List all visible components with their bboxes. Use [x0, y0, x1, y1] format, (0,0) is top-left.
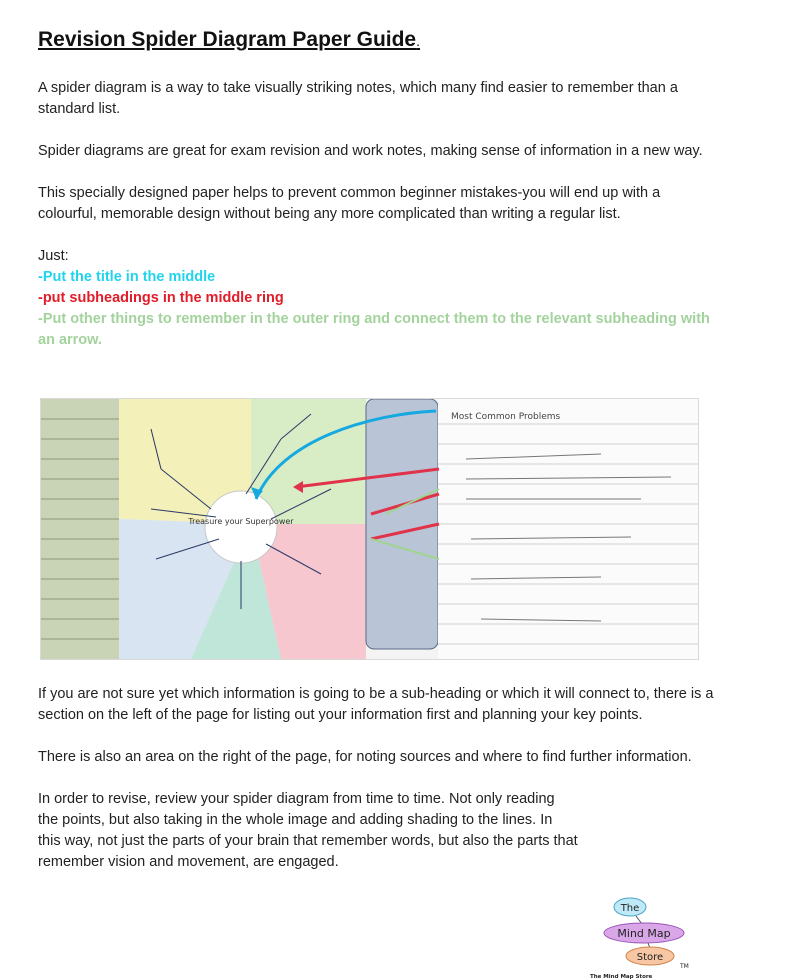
revise-paragraph: In order to revise, review your spider diagram from time to time. Not only reading the points, but also taking in the whole image and adding shading to the lines. In this way, not just the parts of your brain that remember words, but also the parts that remember vision and movement, are engaged.: [38, 791, 578, 870]
logo-store-text: Store: [636, 952, 664, 963]
just-label: Just:: [38, 248, 69, 264]
intro-paragraph-1: A spider diagram is a way to take visually striking notes, which many find easier to remember than a standard list.: [38, 80, 678, 117]
mind-map-store-logo: [586, 896, 706, 980]
intro-paragraph-2: Spider diagrams are great for exam revision and work notes, making sense of information in a new way.: [38, 143, 703, 159]
explanation: [38, 684, 718, 894]
logo-the-text: The: [620, 903, 640, 914]
step-outer-ring: -Put other things to remember in the outer ring and connect them to the relevant subheading with an arrow.: [38, 311, 710, 348]
step-subheadings: -put subheadings in the middle ring: [38, 290, 284, 306]
title-period: .: [416, 33, 421, 49]
page-title: [38, 28, 718, 52]
spider-diagram-illustration: [41, 399, 698, 659]
sources-column: [366, 399, 438, 649]
step-title: -Put the title in the middle: [38, 269, 216, 285]
centre-circle: [205, 491, 277, 563]
planning-column: [41, 399, 119, 659]
document: [38, 28, 718, 351]
title-text: Revision Spider Diagram Paper Guide: [38, 28, 417, 51]
logo-bottom-text: The Mind Map Store: [590, 974, 653, 980]
centre-text: Treasure your Superpower: [188, 517, 294, 526]
sources-paragraph: There is also an area on the right of the page, for noting sources and where to find further information.: [38, 749, 692, 765]
planning-paragraph: If you are not sure yet which information is going to be a sub-heading or which it will connect to, there is a section on the left of the page for listing out your information first and planning your key points.: [38, 686, 714, 723]
logo-tm: TM: [680, 963, 689, 970]
example-spider-diagram-image: [40, 398, 699, 660]
intro-paragraph-3: This specially designed paper helps to prevent common beginner mistakes-you will end up with a colourful, memorable design without being any more complicated than writing a regular list.: [38, 185, 661, 222]
notes-heading: Most Common Problems: [451, 412, 561, 422]
logo-mindmap-text: Mind Map: [617, 927, 671, 940]
